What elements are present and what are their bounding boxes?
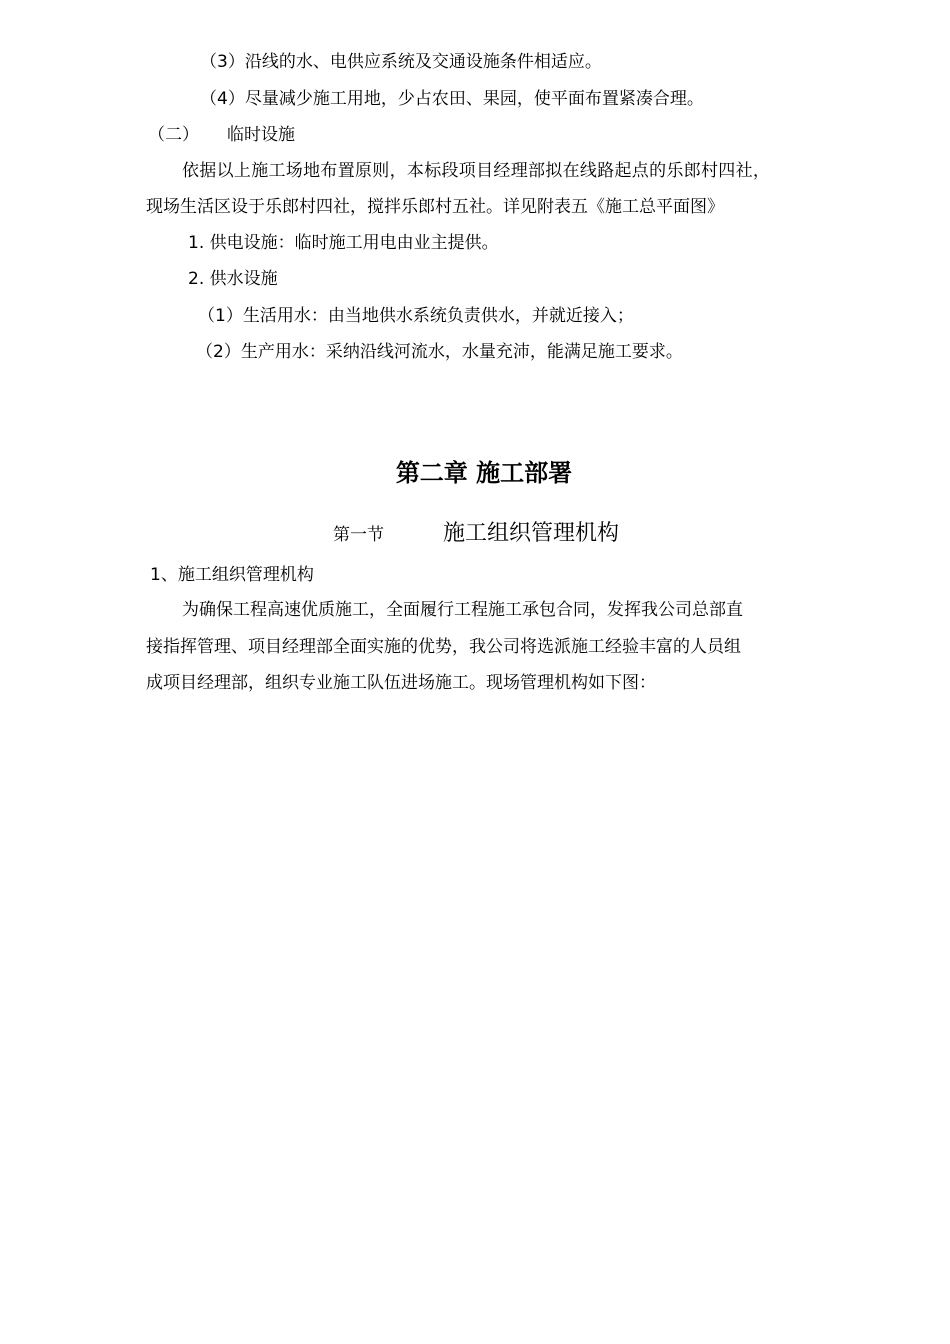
section-title: 施工组织管理机构 (443, 521, 620, 546)
paragraph-line: 依据以上施工场地布置原则，本标段项目经理部拟在线路起点的乐郎村四社， (182, 161, 771, 181)
power-supply-item: 1. 供电设施：临时施工用电由业主提供。 (188, 233, 499, 253)
section-heading (333, 519, 619, 550)
paragraph-line: 成项目经理部，组织专业施工队伍进场施工。现场管理机构如下图： (146, 673, 656, 693)
list-item-3: （3）沿线的水、电供应系统及交通设施条件相适应。 (200, 52, 602, 72)
subsection-heading: 1、施工组织管理机构 (150, 565, 314, 585)
water-supply-subitem-2: （2）生产用水：采纳沿线河流水，水量充沛，能满足施工要求。 (196, 342, 683, 362)
section-heading-temporary-facilities (148, 123, 295, 147)
chapter-title: 第二章 施工部署 (395, 459, 573, 487)
heading-title: 临时设施 (227, 125, 295, 145)
water-supply-item: 2. 供水设施 (188, 269, 278, 289)
water-supply-subitem-1: （1）生活用水：由当地供水系统负责供水，并就近接入； (198, 306, 634, 326)
paragraph-line: 为确保工程高速优质施工，全面履行工程施工承包合同，发挥我公司总部直 (182, 600, 743, 620)
section-number: 第一节 (333, 525, 384, 545)
heading-number: （二） (148, 125, 199, 145)
paragraph-line: 接指挥管理、项目经理部全面实施的优势，我公司将选派施工经验丰富的人员组 (146, 637, 741, 657)
paragraph-line: 现场生活区设于乐郎村四社，搅拌乐郎村五社。详见附表五《施工总平面图》 (146, 197, 724, 217)
list-item-4: （4）尽量减少施工用地，少占农田、果园，使平面布置紧凑合理。 (200, 89, 704, 109)
